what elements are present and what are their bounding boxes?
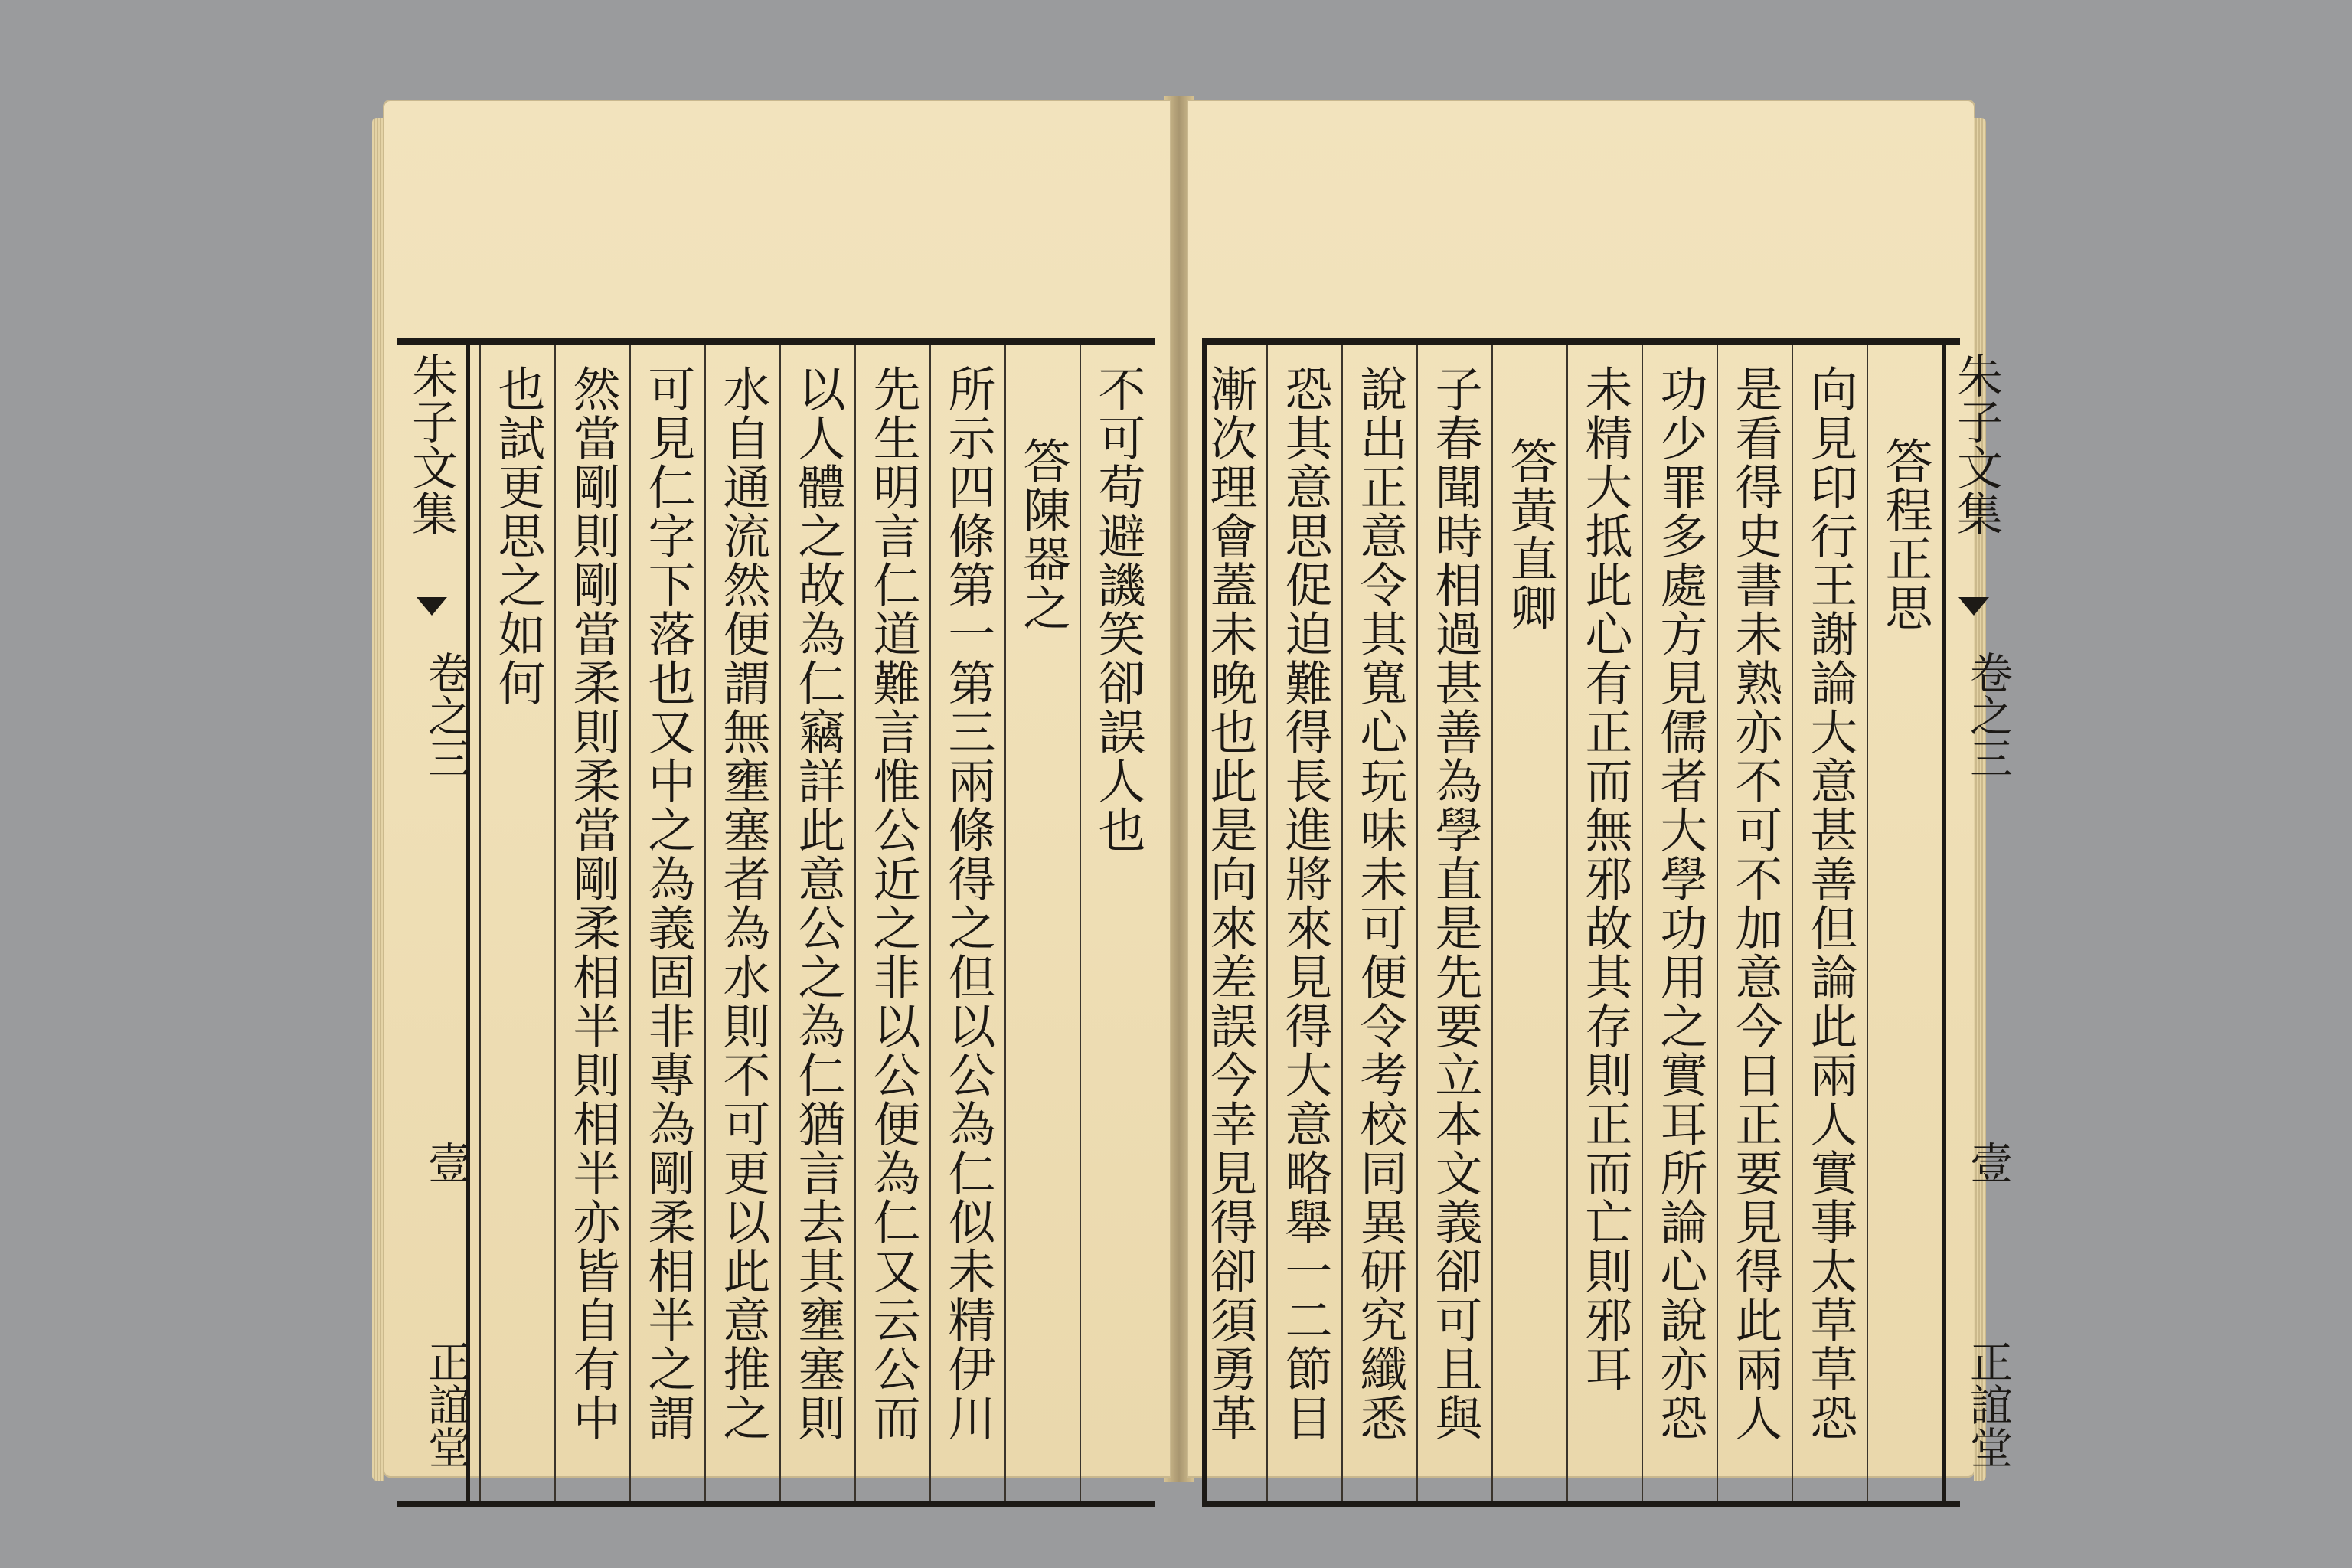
right-text-frame bbox=[1202, 338, 2013, 1507]
left-page bbox=[383, 100, 1171, 1478]
left-margin-column bbox=[397, 345, 470, 1501]
left-margin-publisher: 正誼堂 bbox=[421, 1340, 471, 1468]
text-column: 是看得史書未熟亦不可不加意今日正要見得此兩人 bbox=[1717, 345, 1792, 1501]
text-column: 恐其意思促迫難得長進將來見得大意略舉一二節目 bbox=[1266, 345, 1341, 1501]
right-margin-column bbox=[1942, 345, 2011, 1501]
open-book bbox=[383, 90, 2013, 1491]
left-fishtail-mark bbox=[416, 597, 447, 620]
right-fishtail-mark bbox=[1958, 597, 1989, 620]
text-column: 所示四條第一第三兩條得之但以公為仁似未精伊川 bbox=[929, 345, 1004, 1501]
letter-heading: 答程正思 bbox=[1867, 345, 1942, 1501]
text-column: 未精大抵此心有正而無邪故其存則正而亡則邪耳 bbox=[1566, 345, 1642, 1501]
text-column: 向見印行王謝論大意甚善但論此兩人實事太草草恐 bbox=[1792, 345, 1867, 1501]
left-page-edge bbox=[372, 118, 384, 1481]
text-column: 也試更思之如何 bbox=[479, 345, 554, 1501]
text-column: 功少罪多處方見儒者大學功用之實耳所論心說亦恐 bbox=[1642, 345, 1717, 1501]
text-column: 水自通流然便謂無壅塞者為水則不可更以此意推之 bbox=[704, 345, 779, 1501]
right-margin-title: 朱子文集 bbox=[1949, 352, 2003, 536]
text-column: 然當剛則剛當柔則柔當剛柔相半則相半亦皆自有中 bbox=[554, 345, 629, 1501]
text-column: 子春聞時相過甚善為學直是先要立本文義卻可且與 bbox=[1416, 345, 1491, 1501]
left-margin-title: 朱子文集 bbox=[404, 352, 458, 536]
letter-heading: 答黃直卿 bbox=[1491, 345, 1566, 1501]
text-column: 不可苟避譏笑卻誤人也 bbox=[1080, 345, 1155, 1501]
right-page bbox=[1187, 100, 2013, 1478]
right-margin-leaf: 壹 bbox=[1963, 1141, 2013, 1184]
right-margin-publisher: 正誼堂 bbox=[1963, 1340, 2013, 1468]
text-column: 可見仁字下落也又中之為義固非專為剛柔相半之謂 bbox=[629, 345, 704, 1501]
letter-heading: 答陳器之 bbox=[1004, 345, 1080, 1501]
left-margin-leaf: 壹 bbox=[421, 1141, 471, 1184]
text-column: 以人體之故為仁竊詳此意公之為仁猶言去其壅塞則 bbox=[779, 345, 854, 1501]
text-column: 先生明言仁道難言惟公近之非以公便為仁又云公而 bbox=[854, 345, 929, 1501]
right-margin-volume: 卷之三 bbox=[1963, 651, 2013, 779]
left-margin-volume: 卷之三 bbox=[421, 651, 471, 779]
text-column: 漸次理會蓋未晚也此是向來差誤今幸見得卻須勇革 bbox=[1202, 345, 1266, 1501]
left-text-frame bbox=[397, 338, 1155, 1507]
text-column: 說出正意令其寬心玩味未可便令考校同異研究纖悉 bbox=[1341, 345, 1416, 1501]
